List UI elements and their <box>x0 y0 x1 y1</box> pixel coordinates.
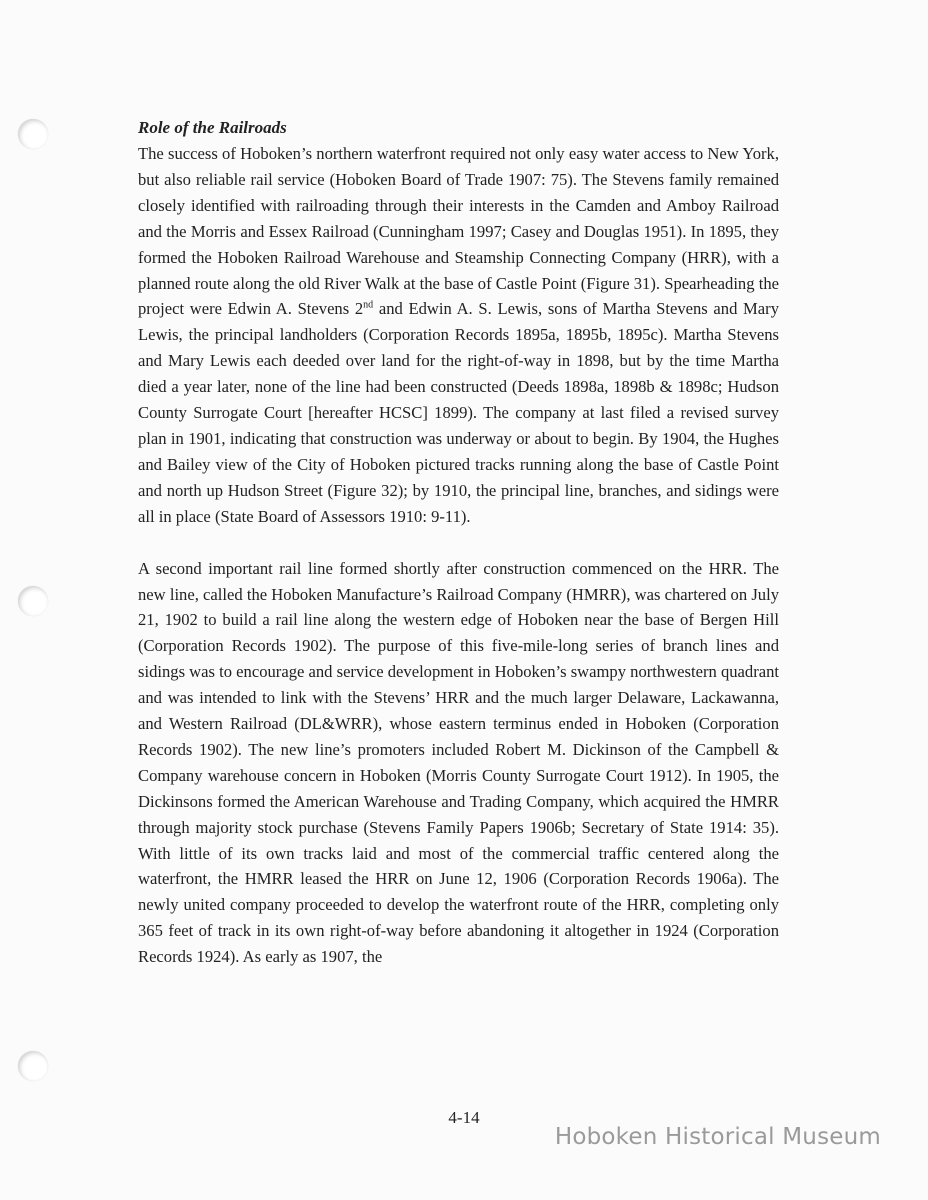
ordinal-superscript: nd <box>363 299 374 311</box>
paragraph-2: A second important rail line formed shortly after construction commenced on the HRR. The new line, called the Hoboken Manufacture’s Railroad Company (HMRR), was chartered on July 21, 1902 to build a rail line along the western edge of Hoboken near the base of Bergen Hill (Corporation Records 1902). The purpose of this five-mile-long series of branch lines and sidings was to encourage and service development in Hoboken’s swampy northwestern quadrant and was intended to link with the Stevens’ HRR and the much larger Delaware, Lackawanna, and Western Railroad (DL&WRR), whose eastern terminus ended in Hoboken (Corporation Records 1902). The new line’s promoters included Robert M. Dickinson of the Campbell & Company warehouse concern in Hoboken (Morris County Surrogate Court 1912). In 1905, the Dickinsons formed the American Warehouse and Trading Company, which acquired the HMRR through majority stock purchase (Stevens Family Papers 1906b; Secretary of State 1914: 35). With little of its own tracks laid and most of the commercial traffic centered along the waterfront, the HMRR leased the HRR on June 12, 1906 (Corporation Records 1906a). The newly united company proceeded to develop the waterfront route of the HRR, completing only 365 feet of track in its own right-of-way before abandoning it altogether in 1924 (Corporation Records 1924). As early as 1907, the <box>138 558 779 967</box>
page-number: 4-14 <box>448 1108 480 1127</box>
punch-hole-bottom <box>18 1051 48 1081</box>
paragraph-1-part-b: and Edwin A. S. Lewis, sons of Martha Stevens and Mary Lewis, the principal landholders (Corporation Records 1895a, 1895b, 1895c). Martha Stevens and Mary Lewis each deeded over land for the right-of-way in 1898, but by the time Martha died a year later, none of the line had been constructed (Deeds 1898a, 1898b & 1898c; Hudson County Surrogate Court [hereafter HCSC] 1899). The company at last filed a revised survey plan in 1901, indicating that construction was underway or about to begin. By 1904, the Hughes and Bailey view of the City of Hoboken pictured tracks running along the base of Castle Point and north up Hudson Street (Figure 32); by 1910, the principal line, branches, and sidings were all in place (State Board of Assessors 1910: 9-11). <box>138 299 779 526</box>
paragraph-1-part-a: The success of Hoboken’s northern waterfront required not only easy water access to New York, but also reliable rail service (Hoboken Board of Trade 1907: 75). The Stevens family remained closely identified with railroading through their interests in the Camden and Amboy Railroad and the Morris and Essex Railroad (Cunningham 1997; Casey and Douglas 1951). In 1895, they formed the Hoboken Railroad Warehouse and Steamship Connecting Company (HRR), with a planned route along the old River Walk at the base of Castle Point (Figure 31). Spearheading the project were Edwin A. Stevens 2 <box>138 144 779 319</box>
page-body <box>138 115 779 970</box>
section-title: Role of the Railroads <box>138 118 287 137</box>
punch-hole-middle <box>18 586 48 616</box>
museum-watermark: Hoboken Historical Museum <box>554 1124 881 1150</box>
paragraph-1 <box>138 141 779 530</box>
punch-hole-top <box>18 119 48 149</box>
